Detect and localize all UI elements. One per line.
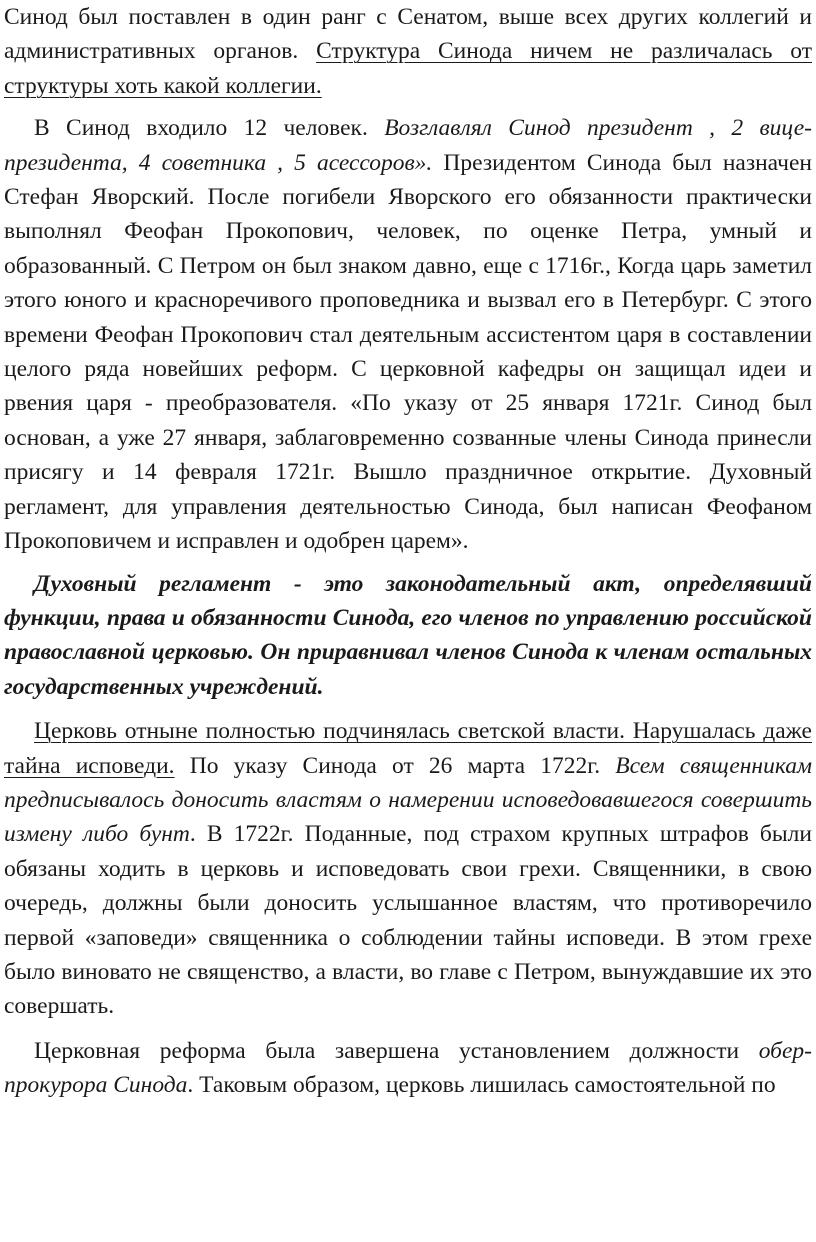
synod-rank-text: Синод был поставлен в один ранг с Сенатом, выше всех других коллегий и административных органов. <box>4 4 812 65</box>
priests-duty-italic: Всем священникам предписывалось доносить властям о намерении исповедовавшегося совершить измену либо бунт <box>4 752 812 848</box>
paragraph-synod-members <box>0 111 816 558</box>
church-autonomy-text: . Таковым образом, церковь лишилась самостоятельной по <box>187 1072 776 1099</box>
paragraph-synod-rank <box>0 0 816 103</box>
synod-history-text: Президентом Синода был назначен Стефан Яворский. После погибели Яворского его обязанности практически выполнял Феофан Прокопович, человек, по оценке Петра, умный и образованный. С Петром он был знаком давно, еще с 1716г., Когда царь заметил этого юного и красноречивого проповедника и вызвал его в Петербург. С этого времени Феофан Прокопович стал деятельным ассистентом царя в составлении целого ряда новейших реформ. С церковной кафедры он защищал идеи и рвения царя - преобразователя. «По указу от 25 января 1721г. Синод был основан, а уже 27 января, заблаговременно созванные члены Синода принесли присягу и 14 февраля 1721г. Вышло праздничное открытие. Духовный регламент, для управления деятельностью Синода, был написан Феофаном Прокоповичем и исправлен и одобрен царем». <box>4 149 813 555</box>
reform-completion-text: Церковная реформа была завершена установлением должности <box>34 1037 759 1064</box>
spiritual-regulation-definition: Духовный регламент - это законодательный акт, определявший функции, права и обязанности Синода, его членов по управлению российской православной церковью. Он приравнивал членов Синода к членам остальных государственных учреждений. <box>4 570 812 700</box>
paragraph-spiritual-regulation <box>0 567 816 705</box>
ober-procurator-italic: обер-прокурора Синода <box>4 1037 812 1099</box>
decree-reference-text: По указу Синода от 26 марта 1722г. <box>174 752 616 779</box>
paragraph-reform-completion <box>0 1034 816 1103</box>
paragraph-church-subordination <box>0 714 816 1024</box>
members-composition-italic: Возглавлял Синод президент , 2 вице-президента, 4 советника , 5 асессоров». <box>4 115 812 176</box>
synod-structure-underlined: Структура Синода ничем не различалась от структуры хоть какой коллегии. <box>4 38 812 99</box>
members-count-text: В Синод входило 12 человек. <box>34 115 385 142</box>
church-subordination-underlined: Церковь отныне полностью подчинялась светской власти. Нарушалась даже тайна исповеди. <box>4 718 812 779</box>
confession-obligation-text: . В 1722г. Поданные, под страхом крупных штрафов были обязаны ходить в церковь и исповедовать свои грехи. Священники, в свою очередь, должны были доносить услышанное властям, что противоречило первой «заповеди» священника о соблюдении тайны исповеди. В этом грехе было виновато не священство, а власти, во главе с Петром, вынуждавшие их это совершать. <box>4 821 812 1020</box>
